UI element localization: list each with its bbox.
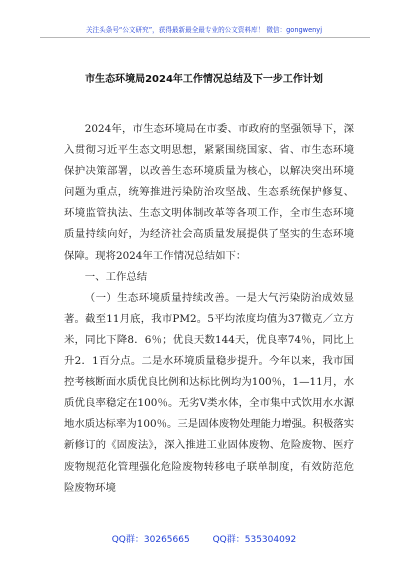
body-paragraph: （一）生态环境质量持续改善。一是大气污染防治成效显著。截至11月底，我市PM2。5平均浓度均值为37微克／立方米，同比下降8．6％；优良天数144天，优良率74％，同比上升2．1百分点。二是水环境质量稳步提升。今年以来，我市国控考核断面水质优良比例和达标比例均为100％，1—11月，水质优良率稳定在100％。无劣V类水体，全市集中式饮用水水源地水质达标率为100％。三是固体废物处理能力增强。积极落实新修订的《固废法》，深入推进工业固体废物、危险废物、医疗废物规范化管理强化危险废物转移电子联单制度，有效防范危险废物环境 xyxy=(64,291,354,494)
document-body xyxy=(64,119,354,499)
header-divider xyxy=(40,37,370,38)
intro-paragraph: 2024年，市生态环境局在市委、市政府的坚强领导下，深入贯彻习近平生态文明思想，紧紧围绕国家、省、市生态环境保护决策部署，以改善生态环境质量为核心，以解决突出环境问题为重点，统筹推进污染防治攻坚战、生态系统保护修复、环境监管执法、生态文明体制改革等各项工作，全市生态环境质量持续向好，为经济社会高质量发展提供了坚实的生态环境保障。现将2024年工作情况总结如下： xyxy=(64,123,354,262)
promo-banner: 关注头条号“公文研究”，获得最新最全最专业的公文资料库！ 微信：gongwenyj xyxy=(85,26,323,34)
section-heading: 一、工作总结 xyxy=(84,270,148,283)
footer-contacts xyxy=(0,532,408,545)
qq-group-2: QQ群：535304092 xyxy=(212,535,297,545)
document-title: 市生态环境局2024年工作情况总结及下一步工作计划 xyxy=(85,74,323,85)
qq-group-1: QQ群：30265665 xyxy=(111,535,190,545)
